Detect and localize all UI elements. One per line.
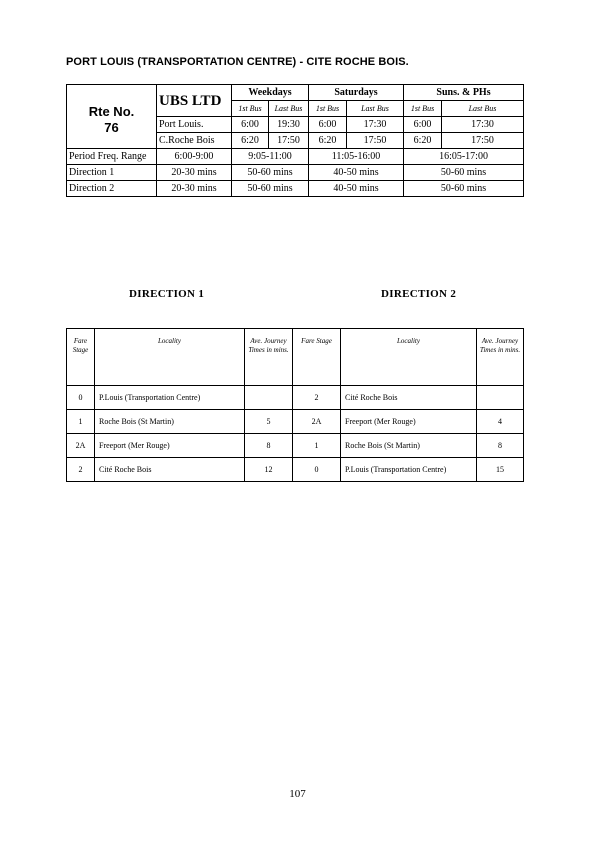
direction-1-heading: DIRECTION 1 bbox=[129, 288, 205, 300]
journey-time-cell: 12 bbox=[245, 458, 293, 482]
fare-stage-header: Fare Stage bbox=[67, 329, 95, 386]
last-bus-header: Last Bus bbox=[347, 101, 404, 117]
freq-cell: 40-50 mins bbox=[309, 165, 404, 181]
journey-time-header: Ave. Journey Times in mins. bbox=[245, 329, 293, 386]
route-label: Rte No. bbox=[88, 103, 135, 119]
first-bus-header: 1st Bus bbox=[232, 101, 269, 117]
page-number: 107 bbox=[289, 788, 306, 800]
period-cell: 9:05-11:00 bbox=[232, 149, 309, 165]
journey-time-cell: 5 bbox=[245, 410, 293, 434]
last-bus-header: Last Bus bbox=[269, 101, 309, 117]
freq-cell: 40-50 mins bbox=[309, 181, 404, 197]
page-title: PORT LOUIS (TRANSPORTATION CENTRE) - CITE ROCHE BOIS. bbox=[66, 56, 409, 68]
time-cell: 17:50 bbox=[442, 133, 524, 149]
period-cell: 16:05-17:00 bbox=[404, 149, 524, 165]
locality-header: Locality bbox=[341, 329, 477, 386]
route-number: 76 bbox=[104, 119, 119, 135]
group-saturdays: Saturdays bbox=[309, 85, 404, 101]
route-cell bbox=[67, 85, 157, 149]
period-cell: 11:05-16:00 bbox=[309, 149, 404, 165]
fare-stage-table bbox=[66, 328, 524, 482]
locality-cell: Roche Bois (St Martin) bbox=[95, 410, 245, 434]
table-row bbox=[67, 410, 524, 434]
journey-time-cell: 4 bbox=[477, 410, 524, 434]
journey-time-cell bbox=[477, 386, 524, 410]
locality-cell: Freeport (Mer Rouge) bbox=[95, 434, 245, 458]
freq-cell: 50-60 mins bbox=[404, 165, 524, 181]
fare-stage-cell: 2 bbox=[67, 458, 95, 482]
time-cell: 6:20 bbox=[309, 133, 347, 149]
time-cell: 19:30 bbox=[269, 117, 309, 133]
locality-cell: P.Louis (Transportation Centre) bbox=[341, 458, 477, 482]
fare-stage-cell: 2 bbox=[293, 386, 341, 410]
time-cell: 6:00 bbox=[232, 117, 269, 133]
period-row bbox=[67, 149, 524, 165]
time-cell: 6:00 bbox=[309, 117, 347, 133]
fare-stage-cell: 1 bbox=[293, 434, 341, 458]
journey-time-cell: 15 bbox=[477, 458, 524, 482]
direction-row bbox=[67, 165, 524, 181]
first-bus-header: 1st Bus bbox=[404, 101, 442, 117]
journey-time-cell: 8 bbox=[477, 434, 524, 458]
locality-cell: Freeport (Mer Rouge) bbox=[341, 410, 477, 434]
fare-stage-cell: 1 bbox=[67, 410, 95, 434]
locality-cell: Cité Roche Bois bbox=[95, 458, 245, 482]
fare-stage-cell: 0 bbox=[67, 386, 95, 410]
group-sundays: Suns. & PHs bbox=[404, 85, 524, 101]
time-cell: 6:00 bbox=[404, 117, 442, 133]
group-weekdays: Weekdays bbox=[232, 85, 309, 101]
journey-time-header: Ave. Journey Times in mins. bbox=[477, 329, 524, 386]
table-row bbox=[67, 458, 524, 482]
direction-label: Direction 2 bbox=[67, 181, 157, 197]
table-row bbox=[67, 434, 524, 458]
freq-cell: 20-30 mins bbox=[157, 165, 232, 181]
period-label: Period Freq. Range bbox=[67, 149, 157, 165]
fare-stage-cell: 0 bbox=[293, 458, 341, 482]
fare-stage-cell: 2A bbox=[293, 410, 341, 434]
time-cell: 17:30 bbox=[347, 117, 404, 133]
direction-row bbox=[67, 181, 524, 197]
stop-name: C.Roche Bois bbox=[157, 133, 232, 149]
time-cell: 6:20 bbox=[404, 133, 442, 149]
freq-cell: 50-60 mins bbox=[404, 181, 524, 197]
journey-time-cell: 8 bbox=[245, 434, 293, 458]
fare-stage-header: Fare Stage bbox=[293, 329, 341, 386]
stop-name: Port Louis. bbox=[157, 117, 232, 133]
locality-cell: P.Louis (Transportation Centre) bbox=[95, 386, 245, 410]
fare-stage-cell: 2A bbox=[67, 434, 95, 458]
first-bus-header: 1st Bus bbox=[309, 101, 347, 117]
direction-label: Direction 1 bbox=[67, 165, 157, 181]
locality-header: Locality bbox=[95, 329, 245, 386]
freq-cell: 50-60 mins bbox=[232, 165, 309, 181]
time-cell: 17:30 bbox=[442, 117, 524, 133]
operator-name: UBS LTD bbox=[157, 85, 232, 117]
journey-time-cell bbox=[245, 386, 293, 410]
direction-2-heading: DIRECTION 2 bbox=[381, 288, 457, 300]
time-cell: 17:50 bbox=[269, 133, 309, 149]
locality-cell: Cité Roche Bois bbox=[341, 386, 477, 410]
schedule-table bbox=[66, 84, 524, 197]
freq-cell: 20-30 mins bbox=[157, 181, 232, 197]
period-cell: 6:00-9:00 bbox=[157, 149, 232, 165]
freq-cell: 50-60 mins bbox=[232, 181, 309, 197]
time-cell: 6:20 bbox=[232, 133, 269, 149]
table-row bbox=[67, 386, 524, 410]
time-cell: 17:50 bbox=[347, 133, 404, 149]
last-bus-header: Last Bus bbox=[442, 101, 524, 117]
locality-cell: Roche Bois (St Martin) bbox=[341, 434, 477, 458]
